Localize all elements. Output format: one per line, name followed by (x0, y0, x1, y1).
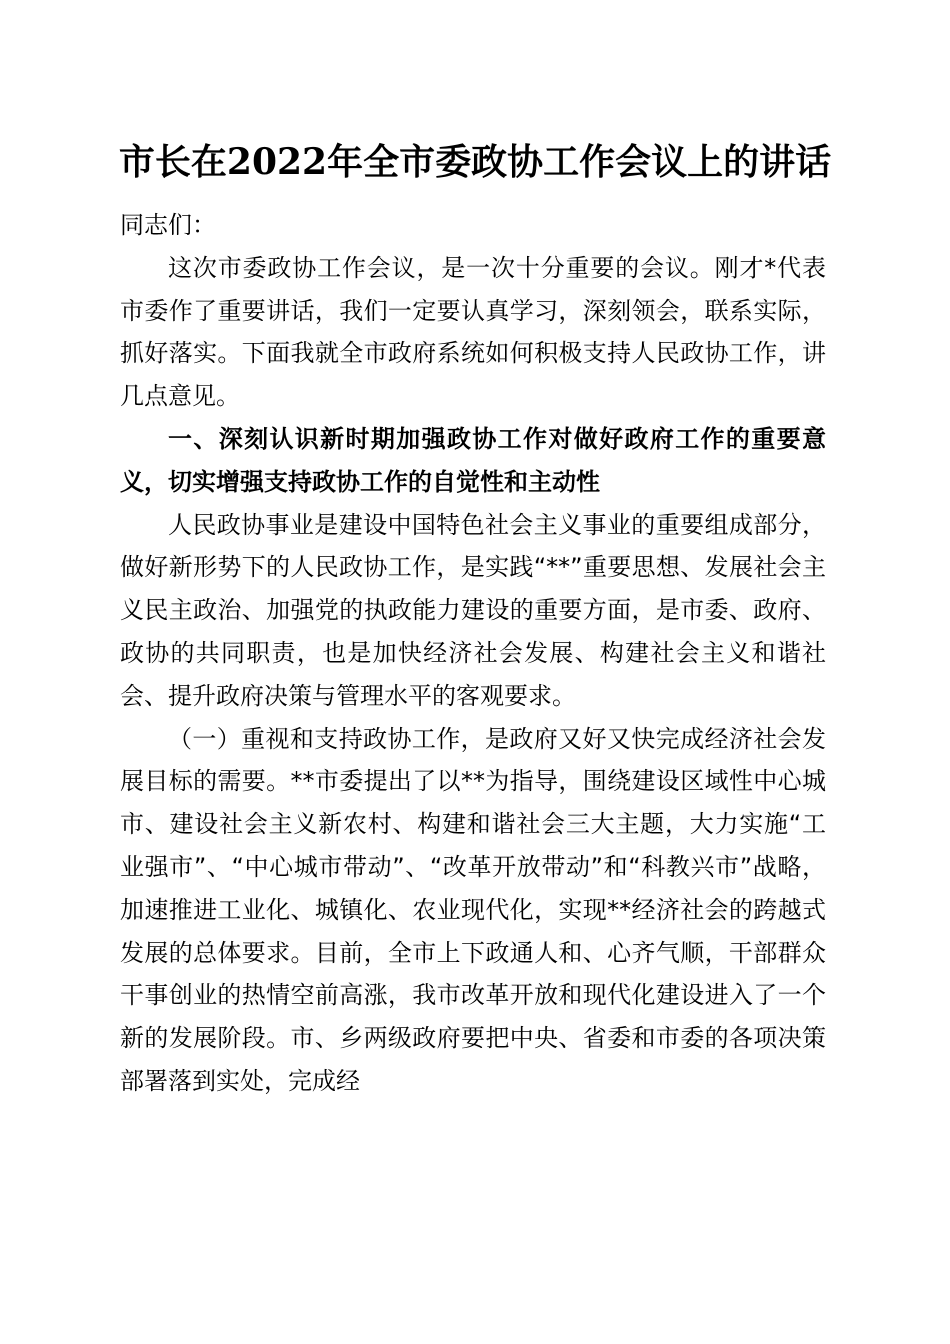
section-heading-1: 一、深刻认识新时期加强政协工作对做好政府工作的重要意义，切实增强支持政协工作的自觉性和主动性 (120, 424, 826, 496)
salutation: 同志们： (120, 211, 216, 239)
document-body (120, 204, 826, 1103)
paragraph-subsection-1: （一）重视和支持政协工作，是政府又好又快完成经济社会发展目标的需要。**市委提出了以**为指导，围绕建设区域性中心城市、建设社会主义新农村、构建和谐社会三大主题，大力实施“工业强市”、“中心城市带动”、“改革开放带动”和“科教兴市”战略，加速推进工业化、城镇化、农业现代化，实现**经济社会的跨越式发展的总体要求。目前，全市上下政通人和、心齐气顺，干部群众干事创业的热情空前高涨，我市改革开放和现代化建设进入了一个新的发展阶段。市、乡两级政府要把中央、省委和市委的各项决策部署落到实处，完成经 (120, 724, 826, 1095)
document-title: 市长在2022年全市委政协工作会议上的讲话 (118, 141, 832, 183)
paragraph-intro: 这次市委政协工作会议，是一次十分重要的会议。刚才*代表市委作了重要讲话，我们一定要认真学习，深刻领会，联系实际，抓好落实。下面我就全市政府系统如何积极支持人民政协工作，讲几点意见。 (120, 253, 826, 411)
paragraph-section-1: 人民政协事业是建设中国特色社会主义事业的重要组成部分，做好新形势下的人民政协工作，是实践“**”重要思想、发展社会主义民主政治、加强党的执政能力建设的重要方面，是市委、政府、政协的共同职责，也是加快经济社会发展、构建社会主义和谐社会、提升政府决策与管理水平的客观要求。 (120, 510, 826, 710)
